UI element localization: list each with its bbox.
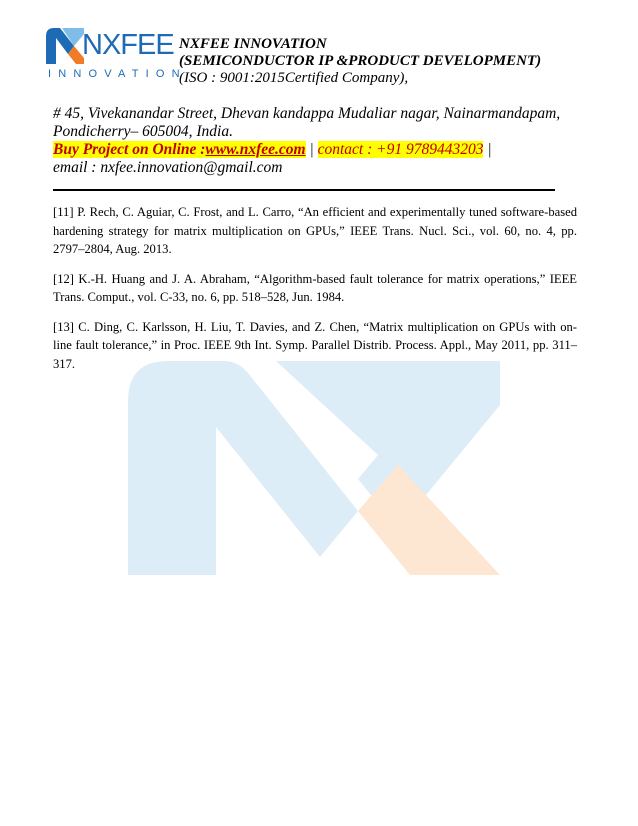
address-line-2: Pondicherry– 605004, India. <box>53 123 233 140</box>
address-block <box>53 105 613 177</box>
nxfee-logo <box>44 22 187 82</box>
separator: | <box>305 141 318 158</box>
company-iso: (ISO : 9001:2015Certified Company), <box>179 70 409 86</box>
header-divider <box>53 189 555 191</box>
website-link[interactable]: www.nxfee.com <box>205 141 306 158</box>
reference-item: [13] C. Ding, C. Karlsson, H. Liu, T. Davies, and Z. Chen, “Matrix multiplication on GPUs with on-line fault tolerance,” in Proc. IEEE 9th Int. Symp. Parallel Distrib. Process. Appl., May 2011, pp. 311–317. <box>53 319 577 371</box>
nx-logo-mark-icon <box>44 26 84 66</box>
company-department: (SEMICONDUCTOR IP &PRODUCT DEVELOPMENT) <box>179 53 542 69</box>
email-line: email : nxfee.innovation@gmail.com <box>53 159 283 176</box>
nx-watermark-icon <box>128 361 500 575</box>
contact-phone: contact : +91 9789443203 <box>317 141 484 158</box>
reference-item: [12] K.-H. Huang and J. A. Abraham, “Algorithm-based fault tolerance for matrix operations,” IEEE Trans. Comput., vol. C-33, no. 6, pp. 518–528, Jun. 1984. <box>53 271 577 304</box>
references-list <box>53 203 577 384</box>
company-name: NXFEE INNOVATION <box>179 36 327 52</box>
logo-subtitle: INNOVATION <box>48 68 187 80</box>
reference-item: [11] P. Rech, C. Aguiar, C. Frost, and L. Carro, “An efficient and experimentally tuned software-based hardening strategy for matrix multiplication on GPUs,” IEEE Trans. Nucl. Sci., vol. 60, no. 4, pp. 2797–2804, Aug. 2013. <box>53 205 577 256</box>
company-header <box>179 36 541 87</box>
address-line-1: # 45, Vivekanandar Street, Dhevan kandappa Mudaliar nagar, Nainarmandapam, <box>53 105 561 122</box>
contact-line <box>53 141 613 159</box>
separator: | <box>483 141 492 158</box>
buy-online-label: Buy Project on Online : <box>53 141 206 158</box>
logo-wordmark: NXFEE <box>82 29 174 61</box>
